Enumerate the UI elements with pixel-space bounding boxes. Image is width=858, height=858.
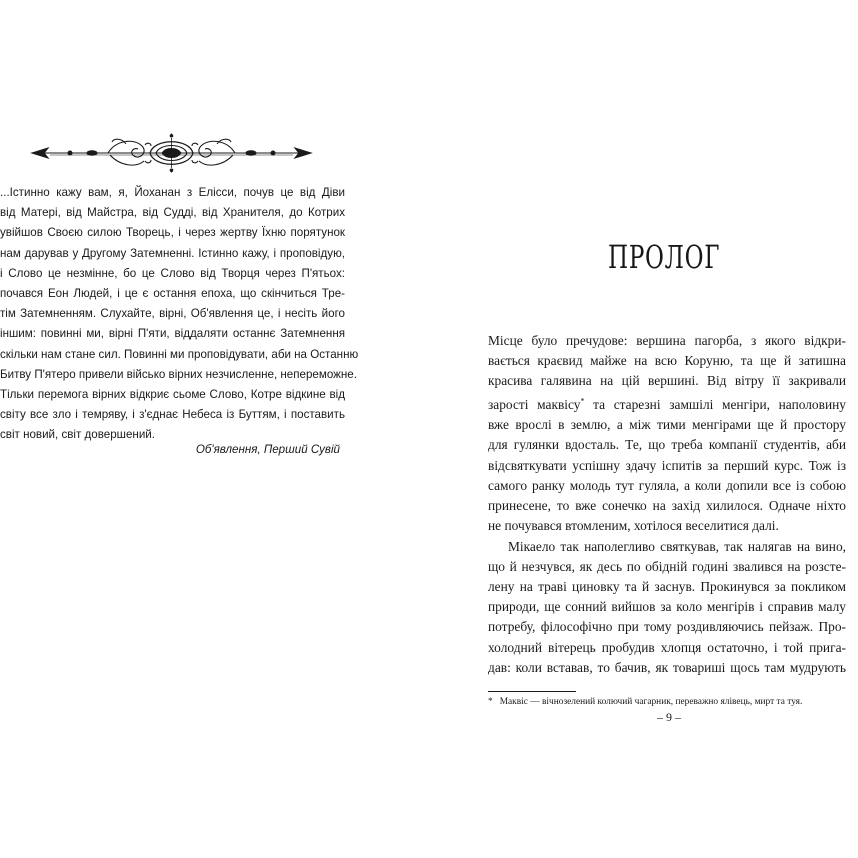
- text-line: вже врослі в землю, а між тими менгірами ще й простору: [488, 417, 846, 433]
- text-line: холодний вітерець пробудив хлопця остаточно, і той прига-: [488, 639, 846, 655]
- text-line: не почувався втомленим, хотілося веселитися далі.: [488, 518, 779, 534]
- epigraph-source: Об'явлення, Перший Сувій: [195, 443, 340, 456]
- epigraph-line: Битву П'ятеро привели військо вірних незчисленне, непереможне.: [0, 367, 357, 381]
- footnote-reference: *: [580, 396, 585, 406]
- page-number: – 9 –: [657, 710, 681, 724]
- text-line: самого ранку молодь тут гуляла, а коли допили все із собою: [488, 477, 846, 493]
- text-line: принесене, то вже сонечко на захід хилилося. Одначе ніхто: [488, 498, 846, 514]
- epigraph-line: тім Затемненням. Слухайте, вірні, Об'явлення це, і несіть його: [0, 307, 345, 321]
- footnote-text: Маквіс — вічнозелений колючий чагарник, переважно ялівець, мирт та туя.: [499, 697, 803, 707]
- text-line: Мікаело так наполегливо святкував, так налягав на вино,: [508, 538, 846, 554]
- epigraph-line: світ новий, світ довершений.: [0, 428, 155, 442]
- text-line: [488, 392, 846, 416]
- text-line: дав: коли вставав, то бачив, як товариші щось там мудрують: [488, 659, 846, 675]
- text-fragment: зарості маквісу* та старезні замшілі менгіри, наполовину: [488, 396, 846, 413]
- epigraph-line: іншим: повинні ми, вірні П'яти, віддаляти останнє Затемнення: [0, 327, 345, 341]
- paragraph: [488, 331, 846, 537]
- epigraph-line: і Слово це незмінне, бо це Слово від Творця через П'ятьох:: [0, 266, 345, 280]
- text-line: природи, ще сонний вийшов за коло менгірів і справив малу: [488, 599, 846, 615]
- footnote-divider: [488, 691, 576, 692]
- chapter-title: ПРОЛОГ: [608, 238, 721, 276]
- epigraph-line: нам дарував у Другому Затемненні. Істинно кажу, і проповідую,: [0, 246, 345, 260]
- text-line: Місце було пречудове: вершина пагорба, з якого відкри-: [488, 333, 846, 348]
- text-line: вається краєвид майже на всю Коруню, та ще й затишна: [488, 353, 846, 369]
- epigraph-line: ...Істинно кажу вам, я, Йоханан з Елісси, почув це від Діви: [0, 186, 345, 199]
- chapter-body: [488, 331, 846, 678]
- epigraph-line: увійшов Своєю силою Творець, і через жертву Їхню порятунок: [0, 226, 345, 240]
- text-line: потребу, філософічно при тому роздивляючись пейзаж. Про-: [488, 619, 846, 635]
- text-line: лену на траві циновку та й заснув. Прокинувся за покликом: [488, 578, 846, 594]
- footnote-marker: *: [488, 697, 493, 707]
- epigraph-line: скільки нам стане сил. Повинні ми проповідувати, аби на Останню: [0, 347, 359, 361]
- footnote: [488, 697, 846, 707]
- text-line: для гулянки вдосталь. Те, що треба компанії студентів, аби: [488, 437, 846, 453]
- text-line: що й незчувся, як десь по обідній годині звалився на розсте-: [488, 558, 846, 574]
- paragraph: [488, 537, 846, 678]
- text-line: відсвяткувати успішну здачу іспитів за перший курс. Тож із: [488, 457, 846, 473]
- epigraph-line: почався Еон Людей, і це є остання епоха, що скінчиться Тре-: [0, 287, 345, 301]
- epigraph-line: від Матері, від Майстра, від Судді, від Хранителя, до Котрих: [0, 206, 345, 220]
- epigraph-line: Тільки перемога вірних відкриє сьоме Слово, Котре відкине від: [0, 388, 345, 402]
- epigraph-text: [0, 183, 359, 446]
- ornamental-divider-icon: [30, 132, 313, 174]
- text-line: красива галявина на цій вершині. Від вітру її закривали: [488, 373, 846, 389]
- epigraph-line: світу все зло і темряву, і з'єднає Небеса із Буттям, і поставить: [0, 408, 345, 422]
